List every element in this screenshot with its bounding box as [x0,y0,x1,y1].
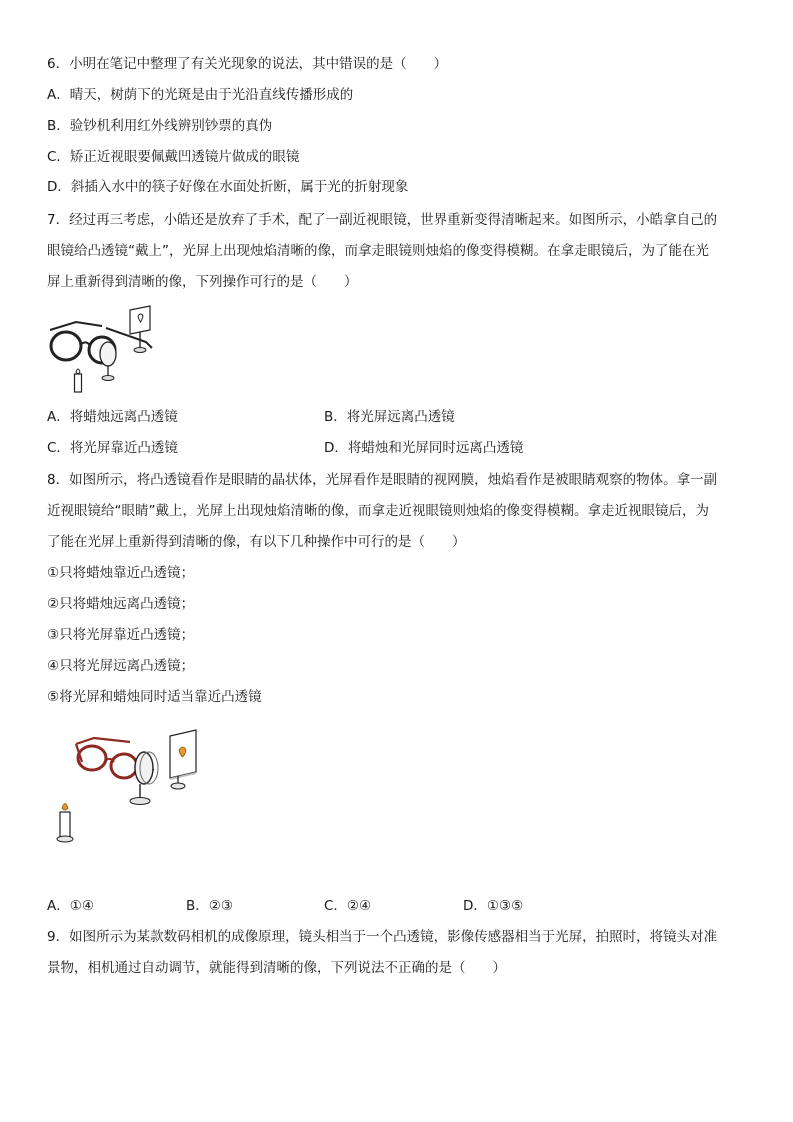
candle-flame-icon [62,804,68,811]
q7-option-a: A．将蜡烛远离凸透镜 [47,409,178,425]
q8-stem-line-1: 8．如图所示，将凸透镜看作是眼睛的晶状体，光屏看作是眼睛的视网膜，烛焰看作是被眼睛观察的物体。拿一副 [47,472,718,488]
q9-stem-line-1: 9．如图所示为某款数码相机的成像原理，镜头相当于一个凸透镜，影像传感器相当于光屏，拍照时，将镜头对准 [47,929,718,945]
glasses-left-lens-icon [51,332,81,360]
q7-figure [46,304,166,396]
q8-option-b: B．②③ [186,898,233,914]
q6-option-d: D．斜插入水中的筷子好像在水面处折断，属于光的折射现象 [47,179,409,195]
red-glasses-lens-candle-screen-icon [50,722,200,848]
q6-stem: 6．小明在笔记中整理了有关光现象的说法，其中错误的是（ ） [47,56,448,72]
q9-stem-line-2: 景物，相机通过自动调节，就能得到清晰的像，下列说法不正确的是（ ） [47,960,506,976]
glasses-right-lens-icon [111,754,137,778]
q7-stem-line-2: 眼镜给凸透镜“戴上”，光屏上出现烛焰清晰的像，而拿走眼镜则烛焰的像变得模糊。在拿走眼镜后，为了能在光 [47,243,709,259]
q7-option-b: B．将光屏远离凸透镜 [324,409,455,425]
q8-stem-line-2: 近视眼镜给“眼睛”戴上，光屏上出现烛焰清晰的像，而拿走近视眼镜则烛焰的像变得模糊。拿走近视眼镜后，为 [47,503,709,519]
glasses-lens-candle-screen-icon [46,304,166,396]
q7-option-c: C．将光屏靠近凸透镜 [47,440,178,456]
q8-item-1: ①只将蜡烛靠近凸透镜； [47,565,195,581]
convex-lens-icon [135,752,153,784]
q7-stem-line-3: 屏上重新得到清晰的像，下列操作可行的是（ ） [47,274,358,290]
q7-stem-line-1: 7．经过再三考虑，小皓还是放弃了手术，配了一副近视眼镜，世界重新变得清晰起来。如图所示，小皓拿自己的 [47,212,718,228]
q8-stem-line-3: 了能在光屏上重新得到清晰的像，有以下几种操作中可行的是（ ） [47,534,466,550]
q6-option-c: C．矫正近视眼要佩戴凹透镜片做成的眼镜 [47,149,300,165]
q8-option-a: A．①④ [47,898,94,914]
q6-option-b: B．验钞机利用红外线辨别钞票的真伪 [47,118,273,134]
q8-option-d: D．①③⑤ [463,898,524,914]
q8-figure [50,722,200,848]
candle-icon [60,812,70,838]
q8-item-3: ③只将光屏靠近凸透镜； [47,627,195,643]
light-screen-icon [130,306,150,334]
q8-item-2: ②只将蜡烛远离凸透镜； [47,596,195,612]
candle-flame-icon [76,369,80,374]
q8-item-5: ⑤将光屏和蜡烛同时适当靠近凸透镜 [47,689,262,705]
q8-option-c: C．②④ [324,898,372,914]
candle-icon [75,374,82,392]
q6-option-a: A．晴天，树荫下的光斑是由于光沿直线传播形成的 [47,87,354,103]
q7-option-d: D．将蜡烛和光屏同时远离凸透镜 [324,440,524,456]
glasses-left-lens-icon [78,746,106,770]
q8-item-4: ④只将光屏远离凸透镜； [47,658,195,674]
convex-lens-icon [100,342,116,366]
